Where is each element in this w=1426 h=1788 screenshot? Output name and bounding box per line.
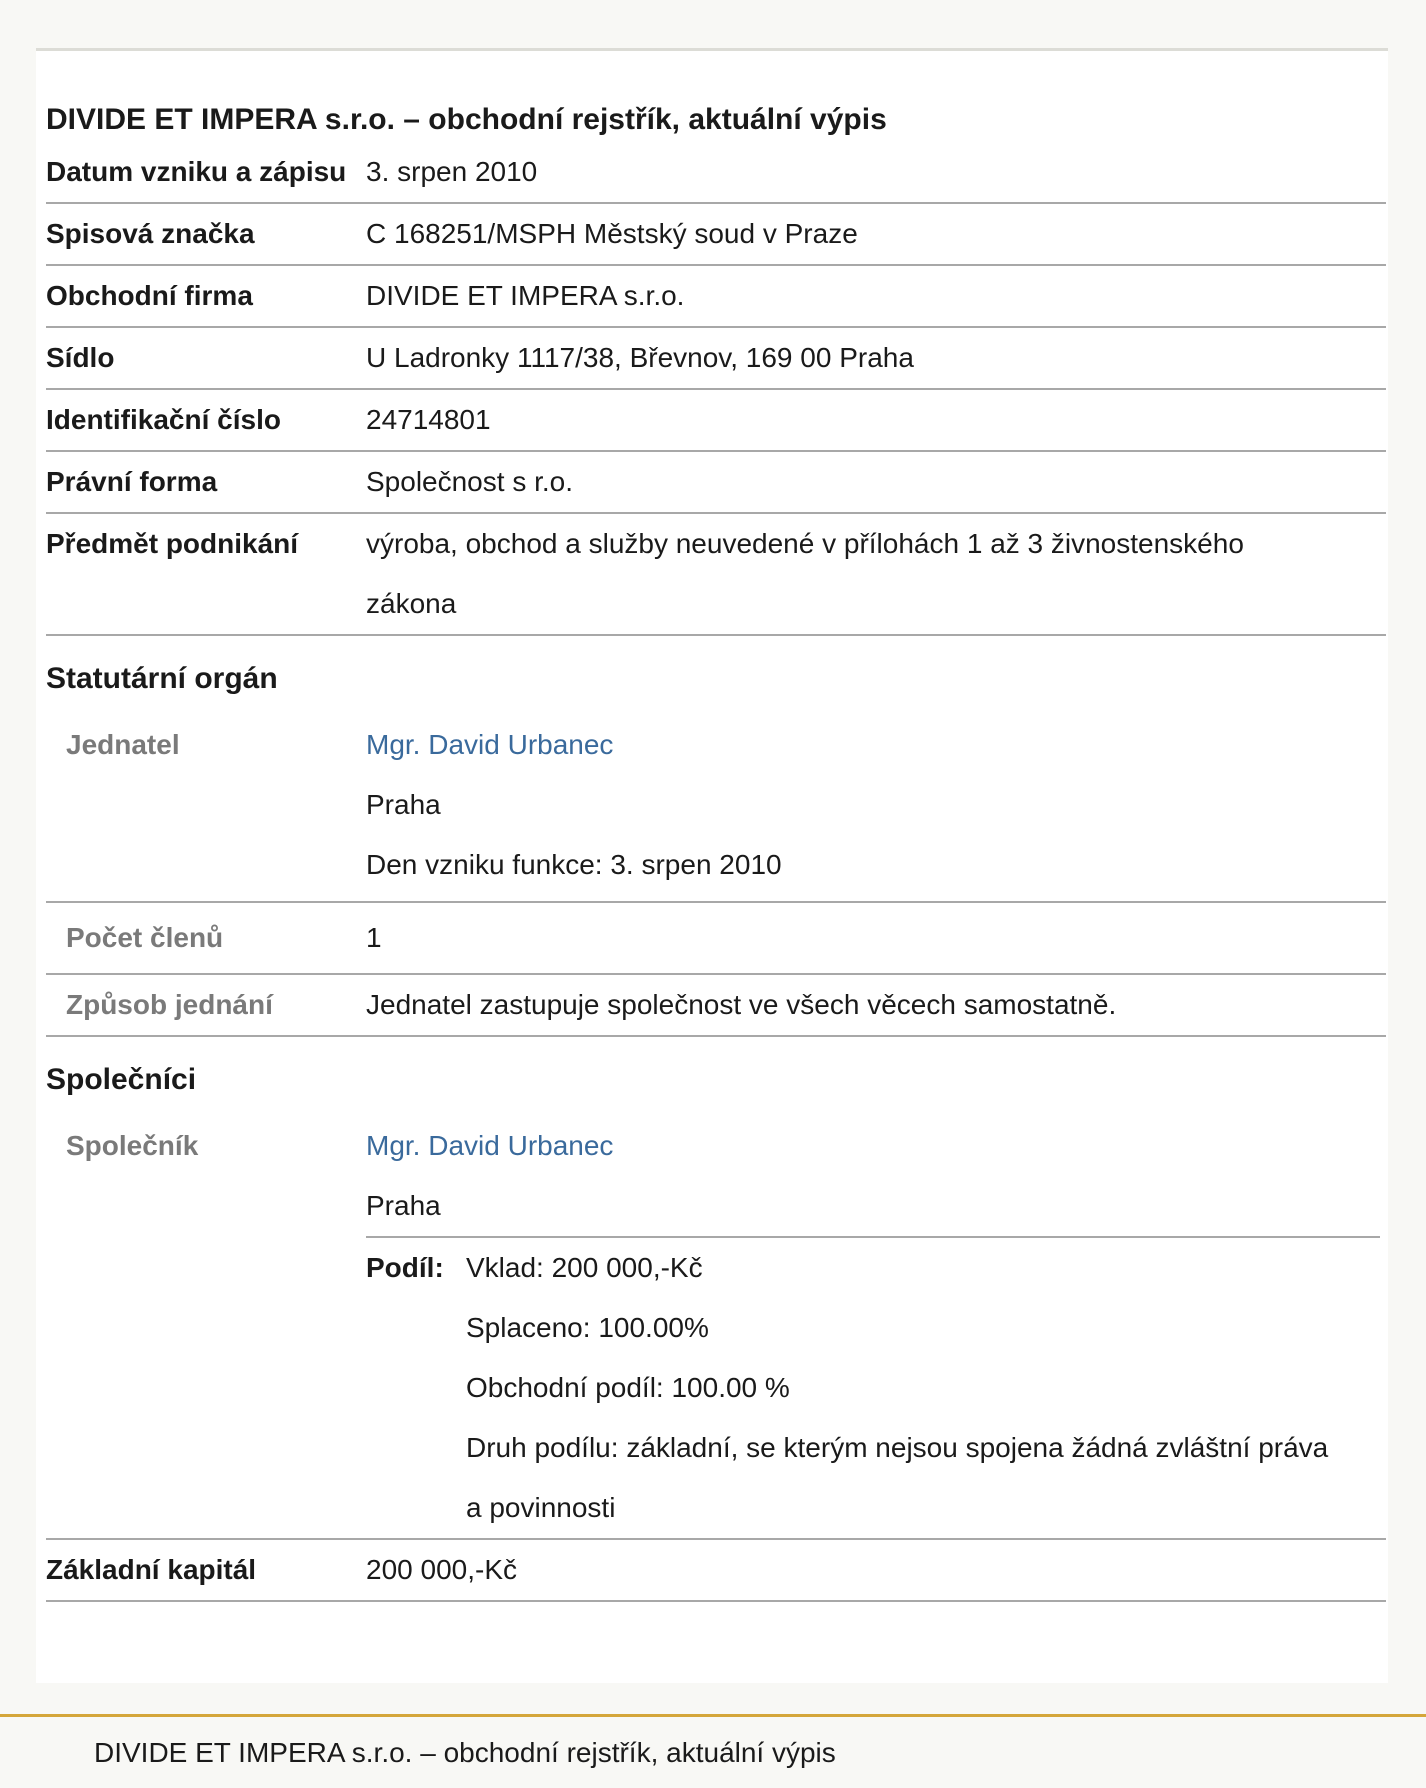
row-value: U Ladronky 1117/38, Břevnov, 169 00 Praha — [366, 342, 914, 373]
row-label: Datum vzniku a zápisu — [46, 156, 347, 187]
register-extract — [46, 97, 1386, 1602]
row-label: Způsob jednání — [66, 989, 273, 1020]
section-heading-statutarni-organ: Statutární orgán — [46, 662, 278, 695]
person-city: Praha — [366, 1190, 441, 1221]
row-predmet-podnikani — [46, 514, 1386, 636]
share-splaceno: Splaceno: 100.00% — [466, 1312, 709, 1343]
row-value: výroba, obchod a služby neuvedené v přílohách 1 až 3 živnostenského zákona — [366, 528, 1244, 619]
section-heading-spolecnici: Společníci — [46, 1063, 197, 1096]
row-label: Spisová značka — [46, 218, 255, 249]
row-value — [366, 1116, 1386, 1538]
row-value: Společnost s r.o. — [366, 466, 574, 497]
row-zpusob-jednani — [46, 975, 1386, 1037]
row-spisova-znacka — [46, 204, 1386, 266]
share-obchodni-podil: Obchodní podíl: 100.00 % — [466, 1372, 790, 1403]
row-value: Jednatel zastupuje společnost ve všech věcech samostatně. — [366, 989, 1117, 1020]
row-pravni-forma — [46, 452, 1386, 514]
row-value: C 168251/MSPH Městský soud v Praze — [366, 218, 858, 249]
row-label: Sídlo — [46, 342, 115, 373]
share-vklad: Vklad: 200 000,-Kč — [466, 1252, 703, 1283]
row-label: Obchodní firma — [46, 280, 253, 311]
row-sidlo — [46, 328, 1386, 390]
footer-divider — [0, 1714, 1426, 1717]
function-since: Den vzniku funkce: 3. srpen 2010 — [366, 849, 782, 880]
row-label: Základní kapitál — [46, 1554, 257, 1585]
share-druh-podilu: Druh podílu: základní, se kterým nejsou spojena žádná zvláštní práva a povinnosti — [466, 1432, 1329, 1523]
row-value: 24714801 — [366, 404, 491, 435]
row-spolecnik — [46, 1116, 1386, 1540]
row-label: Identifikační číslo — [46, 404, 281, 435]
share-values — [466, 1238, 1380, 1538]
row-datum-vzniku — [46, 142, 1386, 204]
person-city: Praha — [366, 789, 441, 820]
row-value — [366, 715, 1386, 895]
row-value: 3. srpen 2010 — [366, 156, 538, 187]
row-value: 1 — [366, 922, 382, 953]
page-title: DIVIDE ET IMPERA s.r.o. – obchodní rejstřík, aktuální výpis — [46, 103, 887, 136]
share-details — [366, 1236, 1380, 1538]
row-pocet-clenu — [46, 903, 1386, 975]
row-value: 200 000,-Kč — [366, 1554, 517, 1585]
row-label: Právní forma — [46, 466, 218, 497]
row-jednatel — [46, 715, 1386, 903]
row-zakladni-kapital — [46, 1540, 1386, 1602]
row-label: Předmět podnikání — [46, 528, 299, 559]
row-label: Počet členů — [66, 922, 224, 953]
row-value: DIVIDE ET IMPERA s.r.o. — [366, 280, 685, 311]
row-label: Jednatel — [66, 729, 180, 760]
footer-title: DIVIDE ET IMPERA s.r.o. – obchodní rejstřík, aktuální výpis — [94, 1737, 836, 1768]
person-link[interactable]: Mgr. David Urbanec — [366, 1130, 614, 1161]
share-label: Podíl: — [366, 1252, 444, 1283]
row-label: Společník — [66, 1130, 199, 1161]
row-obchodni-firma — [46, 266, 1386, 328]
row-identifikacni-cislo — [46, 390, 1386, 452]
person-link[interactable]: Mgr. David Urbanec — [366, 729, 614, 760]
